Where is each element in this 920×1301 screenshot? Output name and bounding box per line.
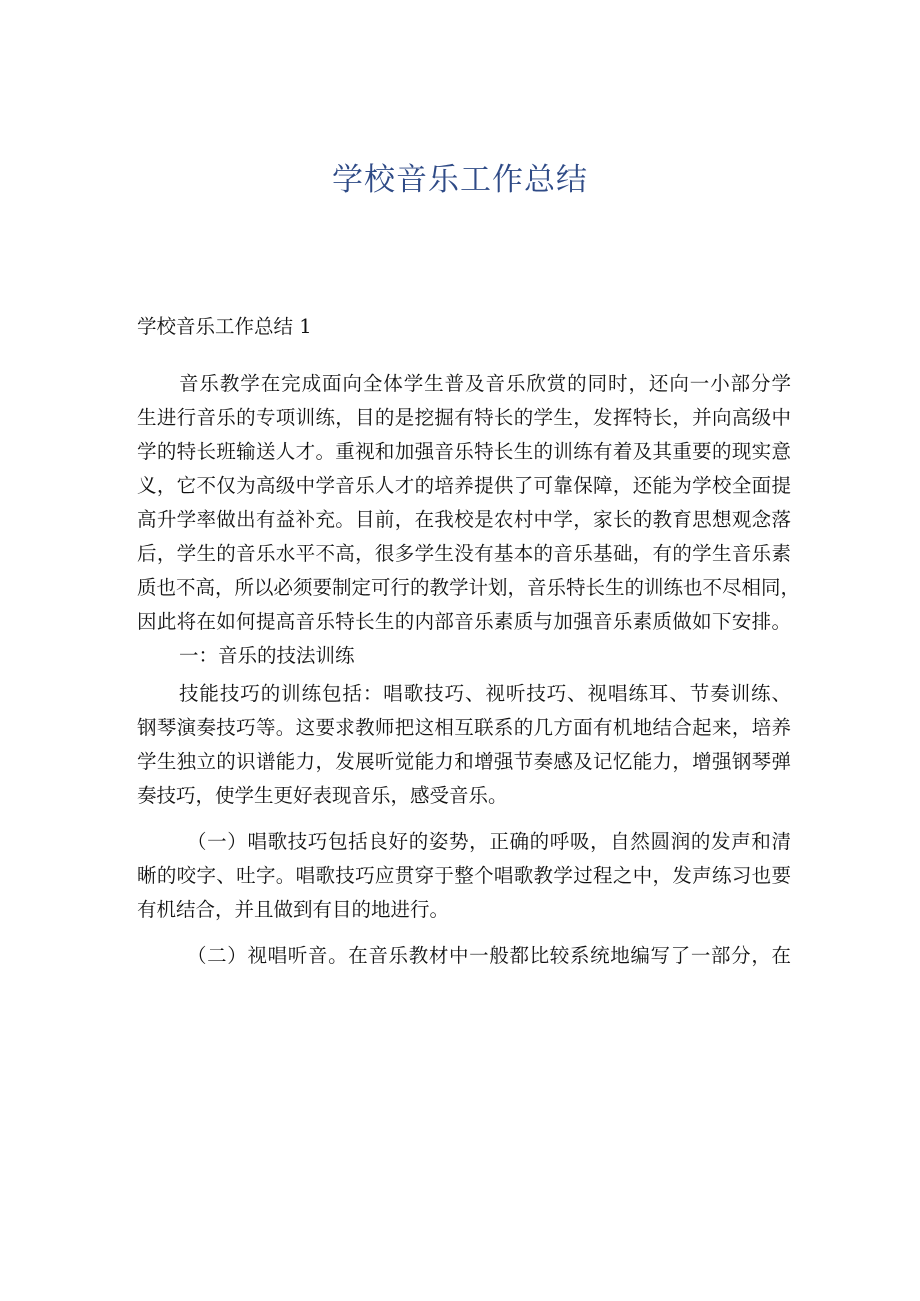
paragraph-line: 质也不高，所以必须要制定可行的教学计划，音乐特长生的训练也不尽相同，	[137, 576, 801, 599]
paragraph-line: 后，学生的音乐水平不高，很多学生没有基本的音乐基础，有的学生音乐素	[137, 542, 791, 565]
paragraph-line: 高升学率做出有益补充。目前，在我校是农村中学，家长的教育思想观念落	[137, 508, 791, 531]
paragraph-line: 晰的咬字、吐字。唱歌技巧应贯穿于整个唱歌教学过程之中，发声练习也要	[137, 864, 791, 887]
paragraph-line: 因此将在如何提高音乐特长生的内部音乐素质与加强音乐素质做如下安排。	[137, 610, 791, 633]
document-body	[137, 310, 801, 973]
paragraph-line: 技能技巧的训练包括：唱歌技巧、视听技巧、视唱练耳、节奏训练、	[179, 682, 791, 705]
paragraph-line: 义，它不仅为高级中学音乐人才的培养提供了可靠保障，还能为学校全面提	[137, 474, 791, 497]
spacer	[137, 344, 791, 367]
paragraph	[137, 677, 791, 813]
paragraph-line: 有机结合，并且做到有目的地进行。	[137, 898, 450, 921]
paragraph-line: 学生独立的识谱能力，发展听觉能力和增强节奏感及记忆能力，增强钢琴弹	[137, 750, 791, 773]
paragraph-line: 钢琴演奏技巧等。这要求教师把这相互联系的几方面有机地结合起来，培养	[137, 716, 791, 739]
paragraph-line: 音乐教学在完成面向全体学生普及音乐欣赏的同时，还向一小部分学	[179, 372, 791, 395]
section-heading: 学校音乐工作总结 1	[137, 315, 312, 338]
paragraph-line: 奏技巧，使学生更好表现音乐，感受音乐。	[137, 784, 508, 807]
subsection-heading: 一：音乐的技法训练	[179, 644, 355, 667]
paragraph	[137, 367, 801, 639]
spacer	[137, 813, 791, 825]
spacer	[137, 927, 791, 939]
paragraph	[137, 939, 791, 973]
paragraph-line: 生进行音乐的专项训练，目的是挖掘有特长的学生，发挥特长，并向高级中	[137, 406, 791, 429]
paragraph	[137, 825, 791, 927]
paragraph-line: 学的特长班输送人才。重视和加强音乐特长生的训练有着及其重要的现实意	[137, 440, 791, 463]
paragraph-line: （一）唱歌技巧包括良好的姿势，正确的呼吸，自然圆润的发声和清	[187, 830, 791, 853]
paragraph-line: （二）视唱听音。在音乐教材中一般都比较系统地编写了一部分，在	[187, 944, 791, 967]
document-title: 学校音乐工作总结	[332, 162, 588, 198]
paragraph	[137, 639, 791, 673]
